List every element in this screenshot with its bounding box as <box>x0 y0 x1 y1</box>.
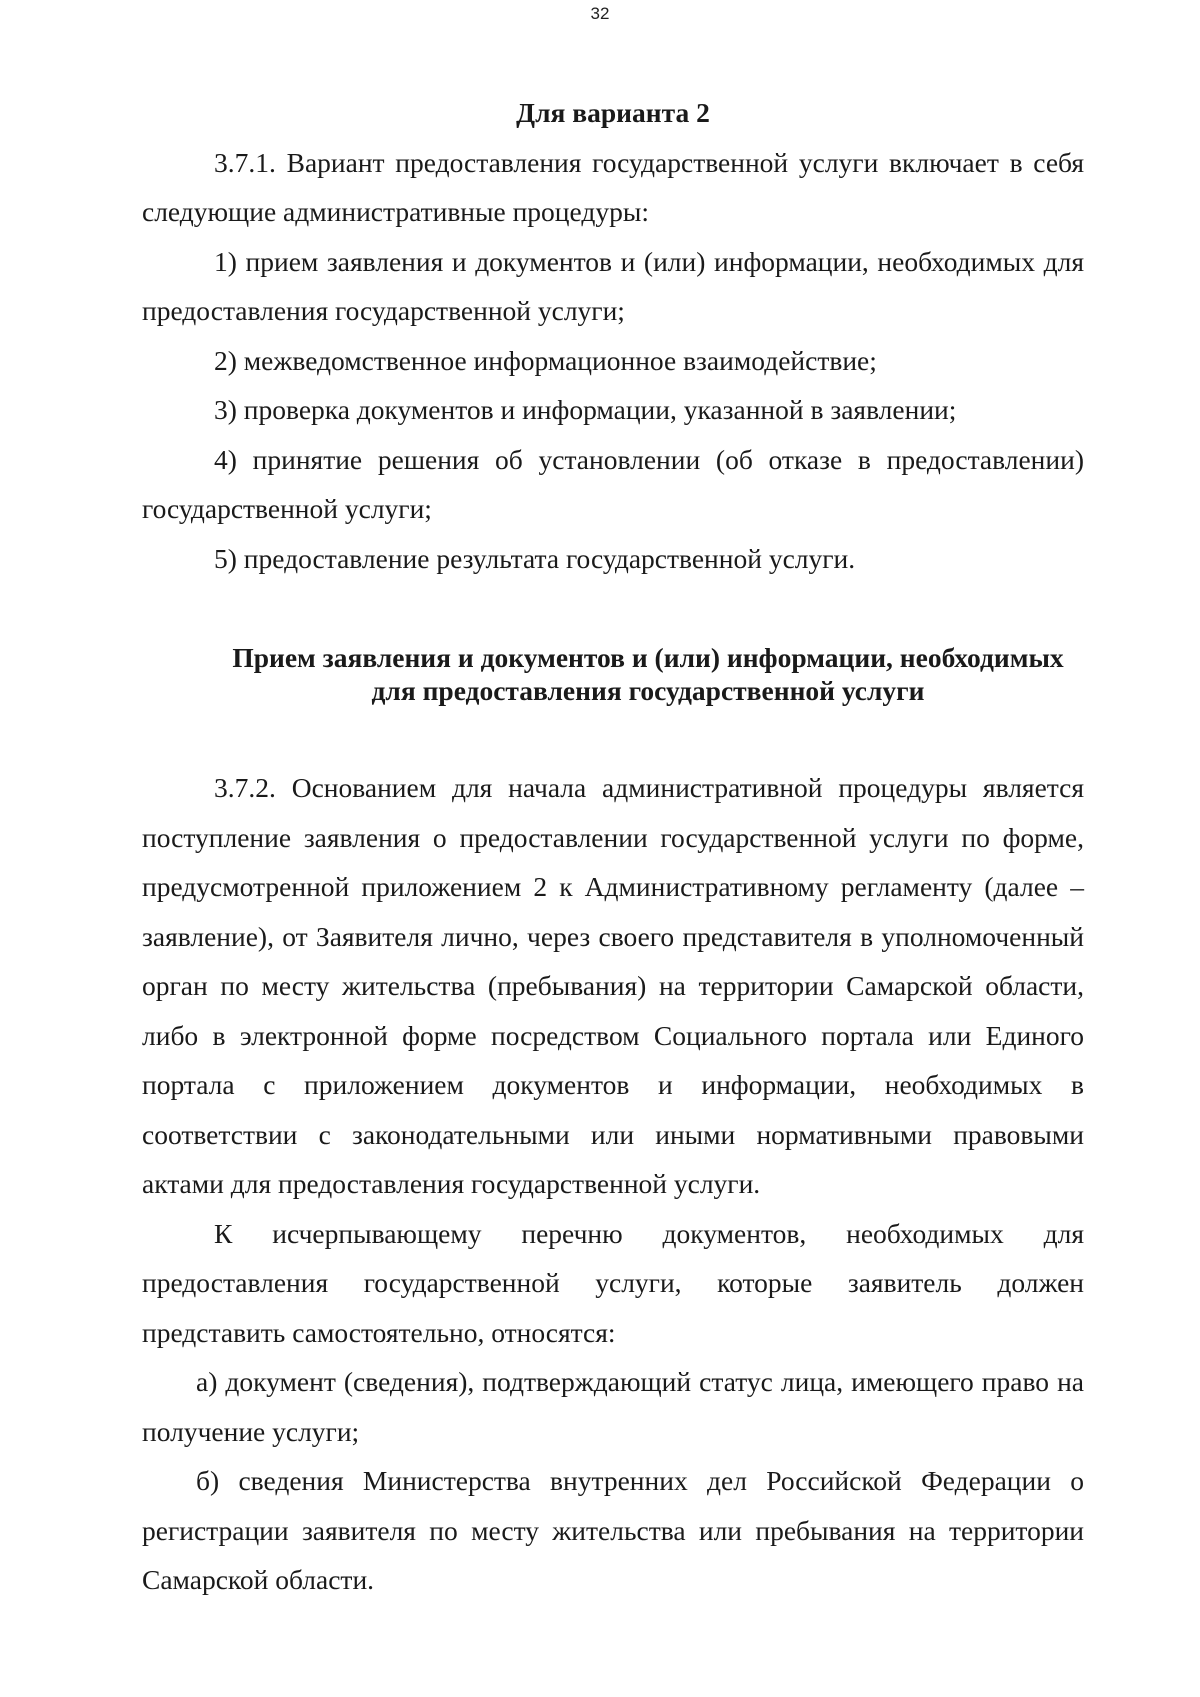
list-item-1: 1) прием заявления и документов и (или) информации, необходимых для предоставления государственной услуги; <box>142 245 1084 326</box>
document-body <box>142 88 1084 1605</box>
section-heading-line-2: для предоставления государственной услуги <box>371 675 925 706</box>
paragraph-3-7-1: 3.7.1. Вариант предоставления государственной услуги включает в себя следующие административные процедуры: <box>142 146 1084 227</box>
list-item-2: 2) межведомственное информационное взаимодействие; <box>214 344 877 376</box>
page-number: 32 <box>590 4 610 23</box>
paragraph-3-7-2: 3.7.2. Основанием для начала административной процедуры является поступление заявления о предоставлении государственной услуги по форме, предусмотренной приложением 2 к Административному регламенту (далее – заявление), от Заявителя лично, через своего представителя в уполномоченный орган по месту жительства (пребывания) на территории Самарской области, либо в электронной форме посредством Социального портала или Единого портала с приложением документов и информации, необходимых в соответствии с законодательными или иными нормативными правовыми актами для предоставления государственной услуги. <box>142 772 1084 1199</box>
section-heading-reception <box>142 641 1084 707</box>
list-item-5: 5) предоставление результата государственной услуги. <box>214 542 856 574</box>
section-heading-variant-2: Для варианта 2 <box>516 97 710 128</box>
list-item-3: 3) проверка документов и информации, указанной в заявлении; <box>214 394 957 425</box>
section-heading-line-1: Прием заявления и документов и (или) информации, необходимых <box>232 642 1064 673</box>
list-item-b: б) сведения Министерства внутренних дел Российской Федерации о регистрации заявителя по месту жительства или пребывания на территории Самарской области. <box>142 1465 1084 1595</box>
list-item-4: 4) принятие решения об установлении (об отказе в предоставлении) государственной услуги; <box>142 443 1084 524</box>
spacer <box>142 583 1084 641</box>
spacer <box>142 707 1084 763</box>
list-item-a: а) документ (сведения), подтверждающий статус лица, имеющего право на получение услуги; <box>142 1366 1084 1447</box>
paragraph-documents-list-intro: К исчерпывающему перечню документов, необходимых для предоставления государственной услуги, которые заявитель должен представить самостоятельно, относятся: <box>142 1217 1084 1348</box>
